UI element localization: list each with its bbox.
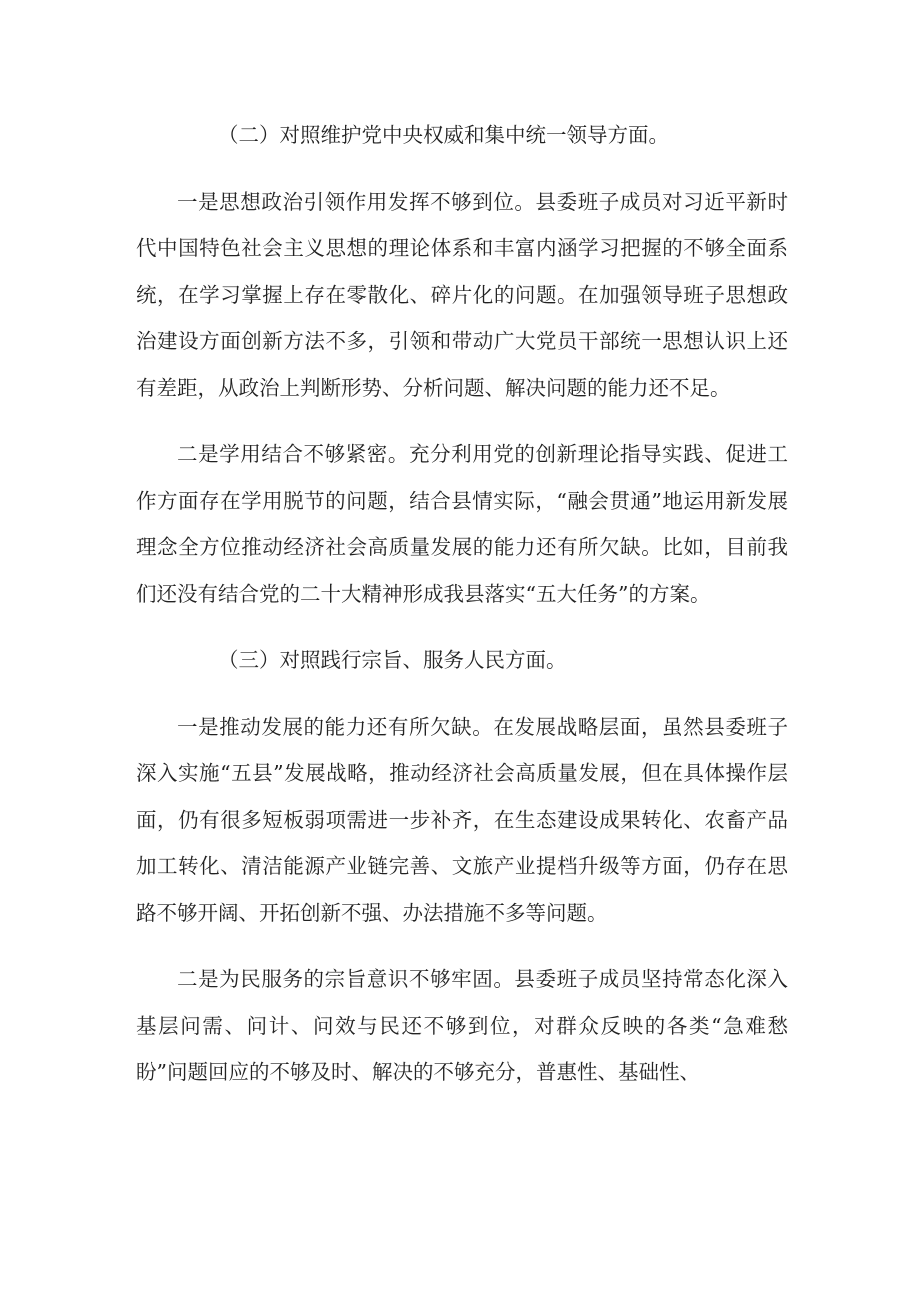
section-two-paragraph-1: 一是思想政治引领作用发挥不够到位。县委班子成员对习近平新时代中国特色社会主义思想的理论体系和丰富内涵学习把握的不够全面系统，在学习掌握上存在零散化、碎片化的问题。在加强领导班子思想政治建设方面创新方法不多，引领和带动广大党员干部统一思想认识上还有差距，从政治上判断形势、分析问题、解决问题的能力还不足。: [136, 189, 788, 400]
section-two-heading: （二）对照维护党中央权威和集中统一领导方面。: [218, 123, 669, 147]
section-two-paragraph-2: 二是学用结合不够紧密。充分利用党的创新理论指导实践、促进工作方面存在学用脱节的问题，结合县情实际，“融会贯通”地运用新发展理念全方位推动经济社会高质量发展的能力还有所欠缺。比如，目前我们还没有结合党的二十大精神形成我县落实“五大任务”的方案。: [136, 442, 788, 606]
document-body: [136, 112, 788, 1096]
section-three-heading: （三）对照践行宗旨、服务人民方面。: [218, 648, 567, 672]
section-three-paragraph-1: 一是推动发展的能力还有所欠缺。在发展战略层面，虽然县委班子深入实施“五县”发展战略，推动经济社会高质量发展，但在具体操作层面，仍有很多短板弱项需进一步补齐，在生态建设成果转化、农畜产品加工转化、清洁能源产业链完善、文旅产业提档升级等方面，仍存在思路不够开阔、开拓创新不强、办法措施不多等问题。: [136, 714, 788, 925]
section-three-paragraph-2: 二是为民服务的宗旨意识不够牢固。县委班子成员坚持常态化深入基层问需、问计、问效与民还不够到位，对群众反映的各类“急难愁盼”问题回应的不够及时、解决的不够充分，普惠性、基础性、: [136, 967, 788, 1084]
